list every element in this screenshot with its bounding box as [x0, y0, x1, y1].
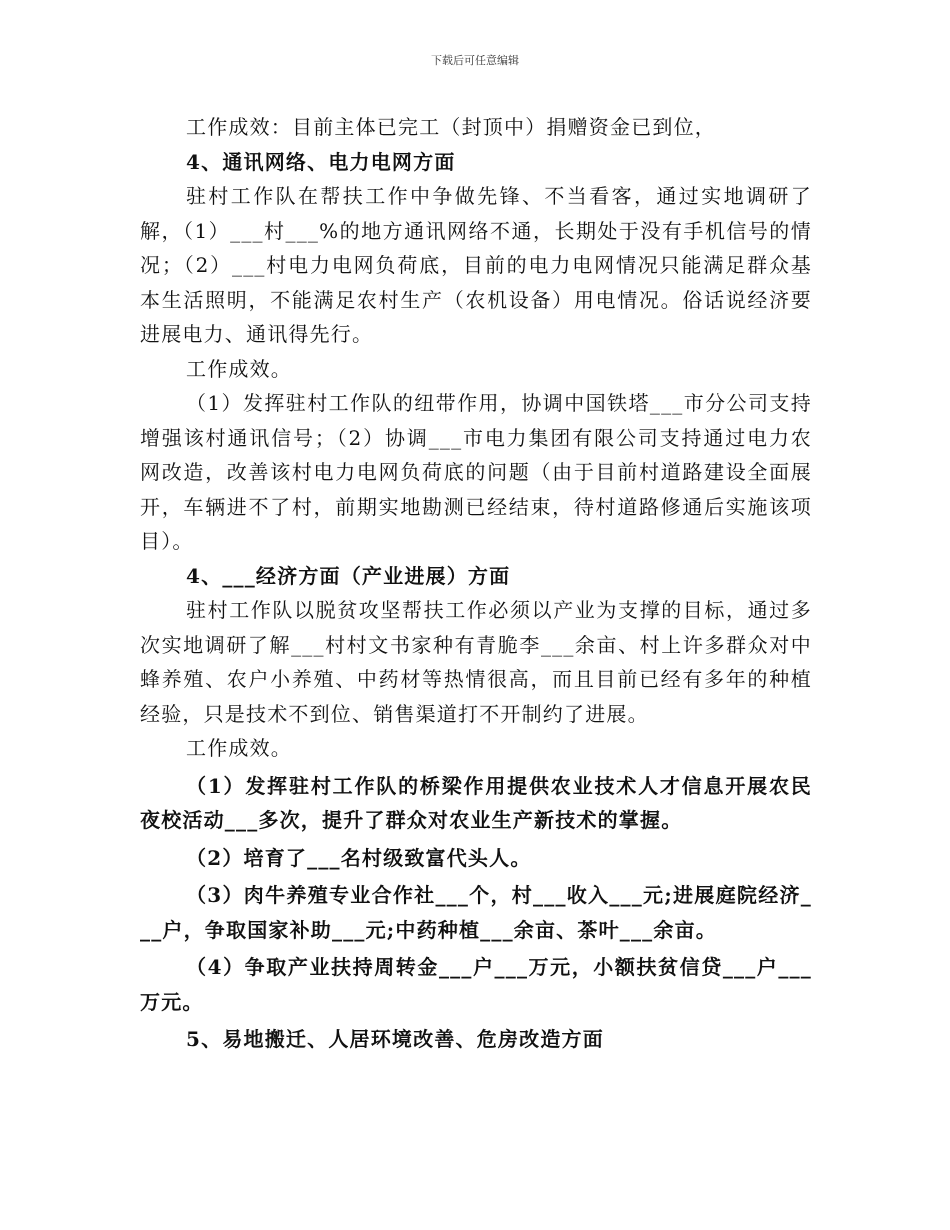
- paragraph-economy-survey: 驻村工作队以脱贫攻坚帮扶工作必须以产业为支撑的目标，通过多次实地调研了解___村村文书家种有青脆李___余亩、村上许多群众对中蜂养殖、农户小养殖、中药材等热情很高，而且目前已经有多年的种植经验，只是技术不到位、销售渠道打不开制约了进展。: [140, 598, 812, 726]
- section-heading-economy: 4、___经济方面（产业进展）方面: [186, 563, 511, 588]
- paragraph-outcome-intro: 工作成效：目前主体已完工（封顶中）捐赠资金已到位，: [186, 115, 716, 139]
- paragraph-outcome-label: 工作成效。: [186, 356, 292, 381]
- paragraph-outcome-item-2: （2）培育了___名村级致富代头人。: [186, 845, 532, 870]
- paragraph-network-power-outcome: （1）发挥驻村工作队的纽带作用，协调中国铁塔___市分公司支持增强该村通讯信号；（2）协调___市电力集团有限公司支持通过电力农网改造，改善该村电力电网负荷底的问题（由于目前村道路建设全面展开，车辆进不了村，前期实地勘测已经结束，待村道路修通后实施该项目）。: [140, 391, 812, 553]
- paragraph-outcome-label-2: 工作成效。: [186, 736, 292, 760]
- section-heading-relocation: 5、易地搬迁、人居环境改善、危房改造方面: [186, 1027, 604, 1051]
- section-heading-network-power: 4、通讯网络、电力电网方面: [186, 149, 456, 174]
- paragraph-network-power-survey: 驻村工作队在帮扶工作中争做先锋、不当看客，通过实地调研了解，（1）___村___%的地方通讯网络不通，长期处于没有手机信号的情况；（2）___村电力电网负荷底，目前的电力电网情况只能满足群众基本生活照明，不能满足农村生产（农机设备）用电情况。俗话说经济要进展电力、通讯得先行。: [140, 184, 812, 346]
- page-header: 下载后可任意编辑: [431, 54, 519, 67]
- paragraph-outcome-item-3: （3）肉牛养殖专业合作社___个，村___收入___元;进展庭院经济___户，争取国家补助___元;中药种植___余亩、茶叶___余亩。: [140, 883, 812, 942]
- paragraph-outcome-item-4: （4）争取产业扶持周转金___户___万元，小额扶贫信贷___户___万元。: [140, 955, 812, 1014]
- paragraph-outcome-item-1: （1）发挥驻村工作队的桥梁作用提供农业技术人才信息开展农民夜校活动___多次，提升了群众对农业生产新技术的掌握。: [140, 773, 812, 832]
- document-body: [140, 110, 812, 1057]
